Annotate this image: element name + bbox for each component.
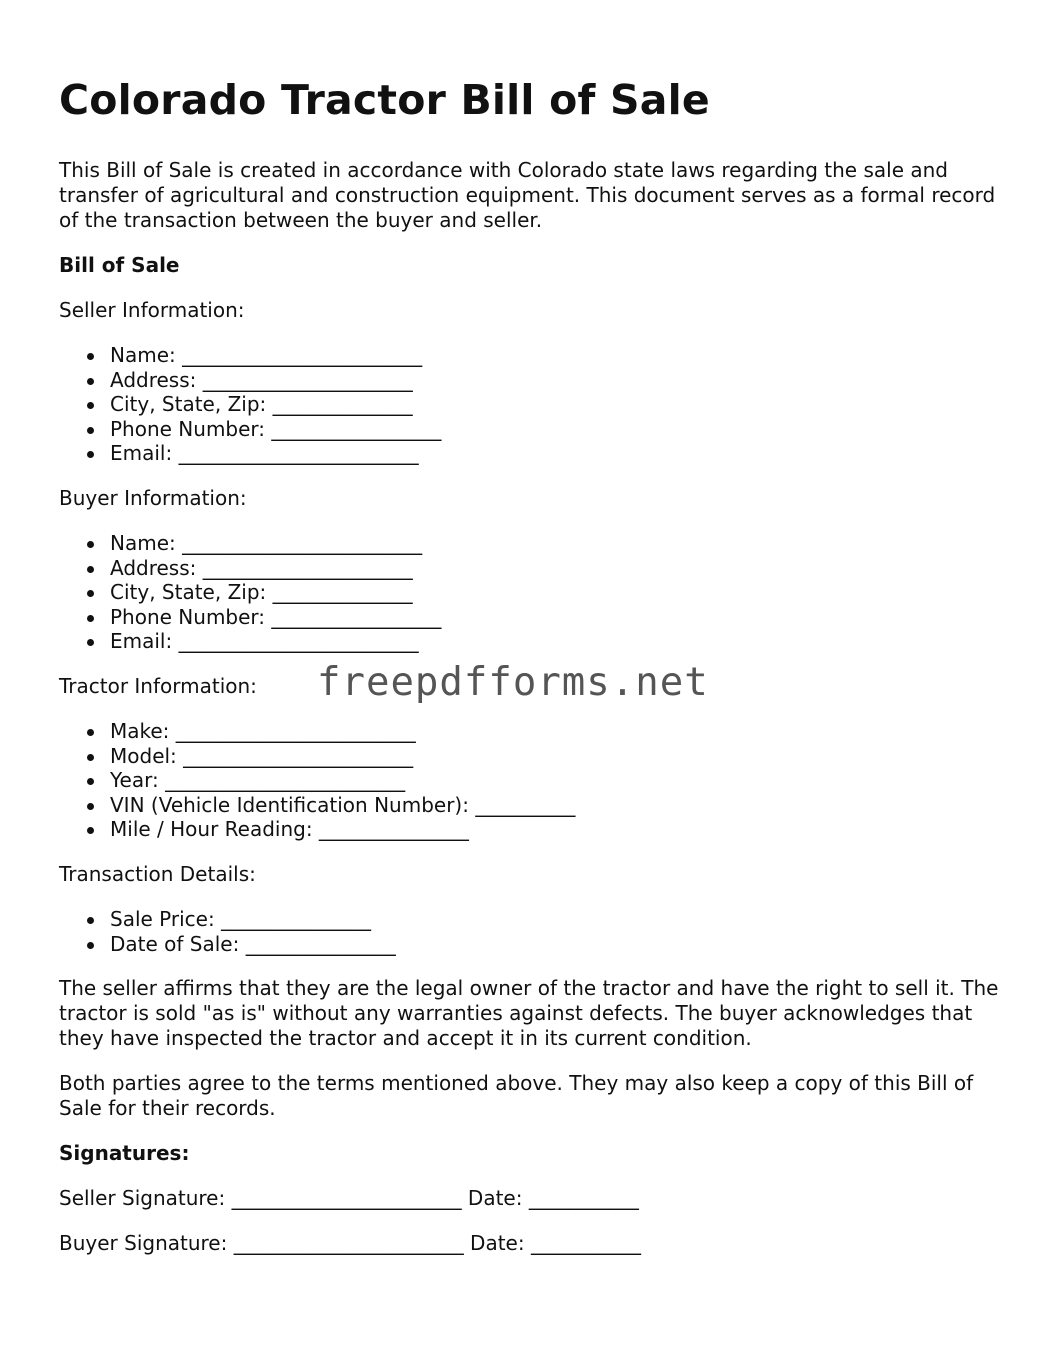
tractor-year-field: Year: ________________________ bbox=[110, 768, 1019, 793]
transaction-fields-list bbox=[59, 907, 1019, 956]
buyer-email-field: Email: ________________________ bbox=[110, 629, 1019, 654]
section-heading: Bill of Sale bbox=[59, 253, 180, 277]
buyer-signature-line: Buyer Signature: _______________________ Date: ___________ bbox=[59, 1231, 641, 1256]
buyer-heading: Buyer Information: bbox=[59, 485, 247, 510]
page-title: Colorado Tractor Bill of Sale bbox=[59, 76, 710, 124]
sale-price-field: Sale Price: _______________ bbox=[110, 907, 1019, 932]
tractor-fields-list bbox=[59, 719, 1019, 842]
buyer-fields-list bbox=[59, 531, 1019, 654]
transaction-heading: Transaction Details: bbox=[59, 861, 256, 886]
sale-date-field: Date of Sale: _______________ bbox=[110, 932, 1019, 957]
seller-email-field: Email: ________________________ bbox=[110, 441, 1019, 466]
signatures-heading: Signatures: bbox=[59, 1141, 190, 1166]
seller-address-field: Address: _____________________ bbox=[110, 368, 1019, 393]
buyer-city-state-zip-field: City, State, Zip: ______________ bbox=[110, 580, 1019, 605]
seller-city-state-zip-field: City, State, Zip: ______________ bbox=[110, 392, 1019, 417]
agreement-paragraph: Both parties agree to the terms mentioned above. They may also keep a copy of this Bill of Sale for their records. bbox=[59, 1071, 974, 1121]
watermark: freepdfforms.net bbox=[317, 660, 709, 705]
seller-heading: Seller Information: bbox=[59, 298, 245, 322]
buyer-address-field: Address: _____________________ bbox=[110, 556, 1019, 581]
affirmation-paragraph: The seller affirms that they are the legal owner of the tractor and have the right to sell it. The tractor is sold "as is" without any warranties against defects. The buyer acknowledges that they have inspected the tractor and accept it in its current condition. bbox=[59, 976, 999, 1051]
buyer-name-field: Name: ________________________ bbox=[110, 531, 1019, 556]
buyer-phone-field: Phone Number: _________________ bbox=[110, 605, 1019, 630]
intro-paragraph: This Bill of Sale is created in accordance with Colorado state laws regarding the sale and transfer of agricultural and construction equipment. This document serves as a formal record of the transaction between the buyer and seller. bbox=[59, 158, 996, 232]
seller-phone-field: Phone Number: _________________ bbox=[110, 417, 1019, 442]
tractor-model-field: Model: _______________________ bbox=[110, 744, 1019, 769]
seller-signature-line: Seller Signature: _______________________ Date: ___________ bbox=[59, 1186, 639, 1211]
tractor-vin-field: VIN (Vehicle Identification Number): __________ bbox=[110, 793, 1019, 818]
tractor-make-field: Make: ________________________ bbox=[110, 719, 1019, 744]
seller-fields-list bbox=[59, 343, 1019, 466]
tractor-reading-field: Mile / Hour Reading: _______________ bbox=[110, 817, 1019, 842]
tractor-heading: Tractor Information: bbox=[59, 673, 257, 698]
seller-name-field: Name: ________________________ bbox=[110, 343, 1019, 368]
